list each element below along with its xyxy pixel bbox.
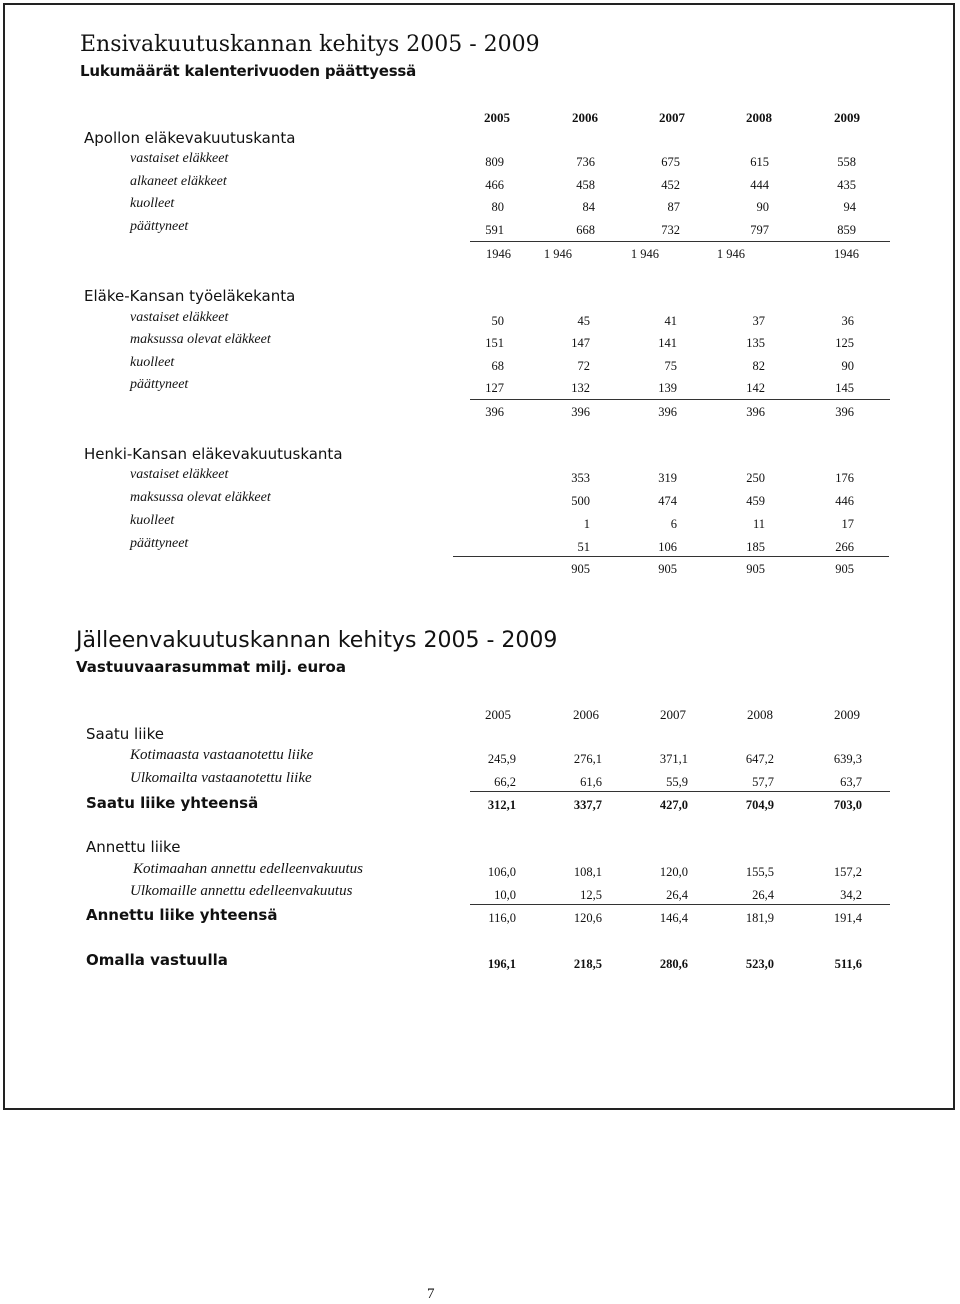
- cell: 353: [571, 471, 590, 485]
- group-heading: Henki-Kansan eläkevakuutuskanta: [84, 445, 343, 463]
- cell: 647,2: [745, 752, 774, 766]
- cell: 11: [752, 517, 765, 531]
- cell: 12,5: [580, 888, 602, 902]
- cell: 106: [658, 540, 677, 554]
- section1-subtitle: Lukumäärät kalenterivuoden päättyessä: [80, 62, 417, 80]
- total-cell: 1 946: [543, 247, 572, 261]
- cell: 139: [658, 381, 677, 395]
- cell: 66,2: [494, 775, 516, 789]
- total-cell: 116,0: [488, 911, 516, 925]
- cell: 55,9: [666, 775, 688, 789]
- cell: 466: [485, 178, 504, 192]
- section2-title: Jälleenvakuutuskannan kehitys 2005 - 2009: [76, 628, 558, 653]
- year-header: 2007: [659, 110, 685, 125]
- cell: 458: [576, 178, 595, 192]
- total-cell: 191,4: [833, 911, 862, 925]
- cell: 106,0: [487, 865, 516, 879]
- cell: 125: [835, 336, 854, 350]
- cell: 444: [750, 178, 769, 192]
- cell: 371,1: [659, 752, 688, 766]
- row-label: kuolleet: [130, 355, 175, 370]
- total-cell: 905: [835, 562, 854, 576]
- net-cell: 280,6: [659, 957, 688, 971]
- cell: 276,1: [573, 752, 602, 766]
- net-cell: 511,6: [834, 957, 862, 971]
- cell: 732: [661, 223, 680, 237]
- cell: 17: [841, 517, 854, 531]
- total-cell: 1 946: [716, 247, 745, 261]
- cell: 84: [582, 200, 595, 214]
- year-header: 2009: [834, 110, 860, 125]
- total-cell: 427,0: [659, 798, 688, 812]
- cell: 51: [577, 540, 590, 554]
- cell: 135: [746, 336, 765, 350]
- cell: 41: [664, 314, 677, 328]
- cell: 127: [485, 381, 504, 395]
- cell: 736: [576, 155, 595, 169]
- total-cell: 1 946: [630, 247, 659, 261]
- total-cell: 337,7: [573, 798, 602, 812]
- year-header: 2005: [485, 707, 511, 722]
- net-cell: 196,1: [487, 957, 516, 971]
- section1-title: Ensivakuutuskannan kehitys 2005 - 2009: [80, 32, 540, 57]
- cell: 26,4: [666, 888, 688, 902]
- row-label: Kotimaahan annettu edelleenvakuutus: [133, 861, 363, 877]
- received-heading: Saatu liike: [86, 725, 164, 743]
- total-rule: [470, 399, 890, 400]
- cell: 435: [837, 178, 856, 192]
- year-header: 2005: [484, 110, 510, 125]
- cell: 452: [661, 178, 680, 192]
- total-cell: 181,9: [745, 911, 774, 925]
- year-header: 2006: [572, 110, 598, 125]
- cell: 90: [756, 200, 769, 214]
- row-label: Kotimaasta vastaanotettu liike: [130, 747, 314, 763]
- row-label: alkaneet eläkkeet: [130, 174, 227, 189]
- row-label: kuolleet: [130, 513, 175, 528]
- section2-subtitle: Vastuuvaarasummat milj. euroa: [76, 658, 346, 676]
- cell: 36: [841, 314, 854, 328]
- net-label: Omalla vastuulla: [86, 951, 228, 969]
- cell: 37: [752, 314, 765, 328]
- cell: 675: [661, 155, 680, 169]
- cell: 145: [835, 381, 854, 395]
- row-label: Ulkomailta vastaanotettu liike: [130, 770, 312, 786]
- cell: 459: [746, 494, 765, 508]
- total-cell: 146,4: [659, 911, 688, 925]
- cell: 80: [491, 200, 504, 214]
- cell: 26,4: [752, 888, 774, 902]
- cell: 245,9: [487, 752, 516, 766]
- total-cell: 703,0: [833, 798, 862, 812]
- cell: 266: [835, 540, 854, 554]
- cell: 6: [670, 517, 677, 531]
- group-heading: Eläke-Kansan työeläkekanta: [84, 287, 296, 305]
- row-label: päättyneet: [130, 536, 189, 551]
- total-cell: 396: [746, 405, 765, 419]
- total-cell: 905: [658, 562, 677, 576]
- year-header: 2008: [747, 707, 773, 722]
- total-cell: 396: [835, 405, 854, 419]
- total-cell: 905: [571, 562, 590, 576]
- cell: 94: [843, 200, 856, 214]
- cell: 87: [667, 200, 680, 214]
- total-rule: [470, 791, 890, 792]
- cell: 147: [571, 336, 590, 350]
- total-cell: 396: [485, 405, 504, 419]
- total-cell: 396: [571, 405, 590, 419]
- cell: 45: [577, 314, 590, 328]
- cell: 157,2: [833, 865, 862, 879]
- cell: 57,7: [752, 775, 774, 789]
- row-label: vastaiset eläkkeet: [130, 151, 229, 166]
- cell: 141: [658, 336, 677, 350]
- cell: 591: [485, 223, 504, 237]
- cell: 446: [835, 494, 854, 508]
- total-rule: [470, 904, 890, 905]
- cell: 82: [752, 359, 765, 373]
- cell: 90: [841, 359, 854, 373]
- cell: 558: [837, 155, 856, 169]
- net-cell: 523,0: [745, 957, 774, 971]
- row-label: maksussa olevat eläkkeet: [130, 490, 271, 505]
- row-label: päättyneet: [130, 377, 189, 392]
- cell: 185: [746, 540, 765, 554]
- cell: 668: [576, 223, 595, 237]
- total-cell: 1946: [834, 247, 859, 261]
- cell: 142: [746, 381, 765, 395]
- total-cell: 905: [746, 562, 765, 576]
- cell: 500: [571, 494, 590, 508]
- year-header: 2008: [746, 110, 772, 125]
- cell: 50: [491, 314, 504, 328]
- cell: 10,0: [494, 888, 516, 902]
- cell: 34,2: [840, 888, 862, 902]
- row-label: päättyneet: [130, 219, 189, 234]
- group-heading: Apollon eläkevakuutuskanta: [84, 129, 296, 147]
- row-label: maksussa olevat eläkkeet: [130, 332, 271, 347]
- cell: 63,7: [840, 775, 862, 789]
- year-header: 2007: [660, 707, 686, 722]
- cell: 615: [750, 155, 769, 169]
- given-heading: Annettu liike: [86, 838, 181, 856]
- given-total-label: Annettu liike yhteensä: [86, 906, 278, 924]
- received-total-label: Saatu liike yhteensä: [86, 794, 259, 812]
- total-rule: [453, 556, 889, 557]
- cell: 75: [664, 359, 677, 373]
- total-cell: 704,9: [745, 798, 774, 812]
- cell: 151: [485, 336, 504, 350]
- cell: 797: [750, 223, 769, 237]
- cell: 120,0: [659, 865, 688, 879]
- total-cell: 1946: [486, 247, 511, 261]
- row-label: vastaiset eläkkeet: [130, 467, 229, 482]
- cell: 108,1: [573, 865, 602, 879]
- cell: 319: [658, 471, 677, 485]
- total-cell: 396: [658, 405, 677, 419]
- page-number: 7: [427, 1286, 435, 1302]
- cell: 61,6: [580, 775, 602, 789]
- row-label: vastaiset eläkkeet: [130, 310, 229, 325]
- cell: 250: [746, 471, 765, 485]
- cell: 132: [571, 381, 590, 395]
- cell: 809: [485, 155, 504, 169]
- cell: 72: [577, 359, 590, 373]
- cell: 68: [491, 359, 504, 373]
- cell: 155,5: [745, 865, 774, 879]
- row-label: Ulkomaille annettu edelleenvakuutus: [130, 883, 353, 899]
- total-cell: 312,1: [487, 798, 516, 812]
- cell: 176: [835, 471, 854, 485]
- cell: 474: [658, 494, 677, 508]
- year-header: 2009: [834, 707, 860, 722]
- cell: 859: [837, 223, 856, 237]
- total-cell: 120,6: [573, 911, 602, 925]
- cell: 639,3: [833, 752, 862, 766]
- year-header: 2006: [573, 707, 599, 722]
- row-label: kuolleet: [130, 196, 175, 211]
- cell: 1: [583, 517, 590, 531]
- net-cell: 218,5: [573, 957, 602, 971]
- total-rule: [470, 241, 890, 242]
